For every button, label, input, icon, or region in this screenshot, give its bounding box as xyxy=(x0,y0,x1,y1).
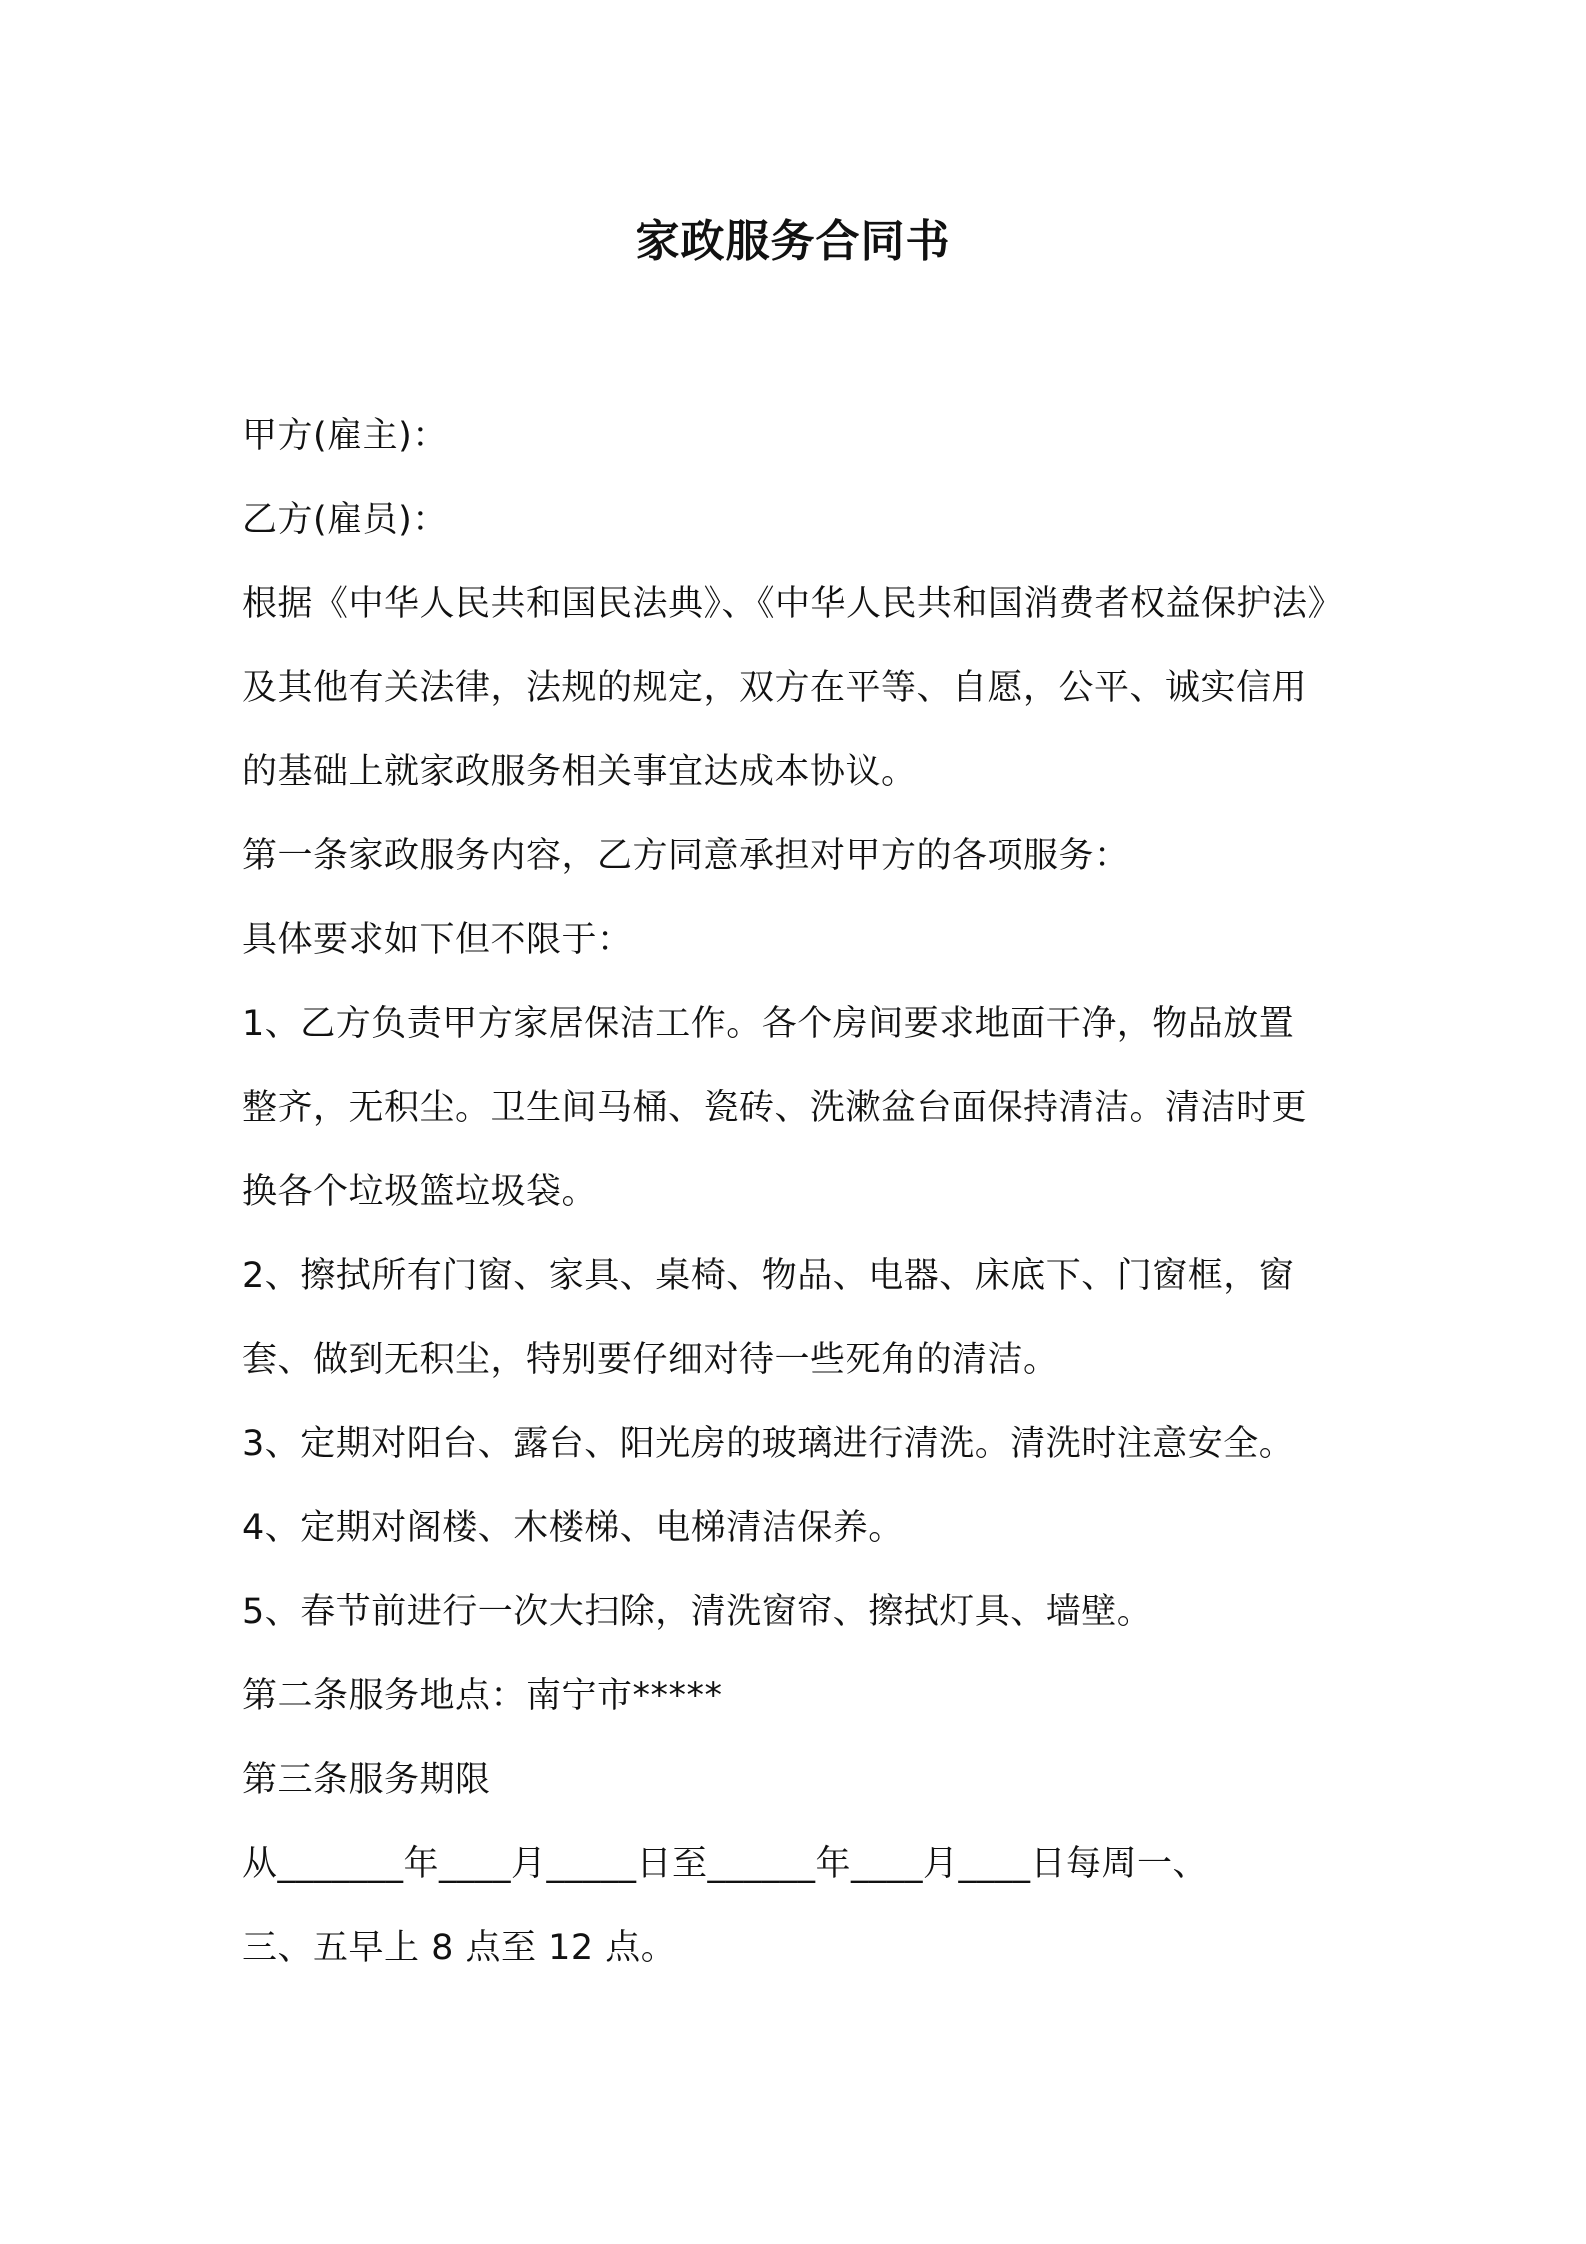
item-3-line: 3、定期对阳台、露台、阳光房的玻璃进行清洗。清洗时注意安全。 xyxy=(242,1424,1295,1464)
article-2-line: 第二条服务地点：南宁市***** xyxy=(242,1676,723,1716)
item-2-line-1: 2、擦拭所有门窗、家具、桌椅、物品、电器、床底下、门窗框，窗 xyxy=(242,1256,1295,1296)
item-2-line-2: 套、做到无积尘，特别要仔细对待一些死角的清洁。 xyxy=(242,1340,1059,1380)
article-1-intro: 具体要求如下但不限于： xyxy=(242,920,633,960)
document-body xyxy=(242,408,1362,2004)
party-b-line: 乙方(雇员)： xyxy=(242,500,448,540)
article-3-heading: 第三条服务期限 xyxy=(242,1760,491,1800)
service-period-line-1: 从_______年____月_____日至______年____月____日每周一、 xyxy=(242,1844,1209,1884)
item-4-line: 4、定期对阁楼、木楼梯、电梯清洁保养。 xyxy=(242,1508,904,1548)
item-1-line-1: 1、乙方负责甲方家居保洁工作。各个房间要求地面干净，物品放置 xyxy=(242,1004,1295,1044)
item-1-line-2: 整齐，无积尘。卫生间马桶、瓷砖、洗漱盆台面保持清洁。清洁时更 xyxy=(242,1088,1308,1128)
preamble-line-3: 的基础上就家政服务相关事宜达成本协议。 xyxy=(242,752,917,792)
party-a-line: 甲方(雇主)： xyxy=(242,416,448,456)
preamble-line-2: 及其他有关法律，法规的规定，双方在平等、自愿，公平、诚实信用 xyxy=(242,668,1308,708)
document-title: 家政服务合同书 xyxy=(635,216,951,267)
preamble-line-1: 根据《中华人民共和国民法典》、《中华人民共和国消费者权益保护法》 xyxy=(242,584,1344,624)
item-1-line-3: 换各个垃圾篮垃圾袋。 xyxy=(242,1172,598,1212)
article-1-heading: 第一条家政服务内容，乙方同意承担对甲方的各项服务： xyxy=(242,836,1130,876)
service-period-line-2: 三、五早上 8 点至 12 点。 xyxy=(242,1928,677,1968)
item-5-line: 5、春节前进行一次大扫除，清洗窗帘、擦拭灯具、墙壁。 xyxy=(242,1592,1153,1632)
